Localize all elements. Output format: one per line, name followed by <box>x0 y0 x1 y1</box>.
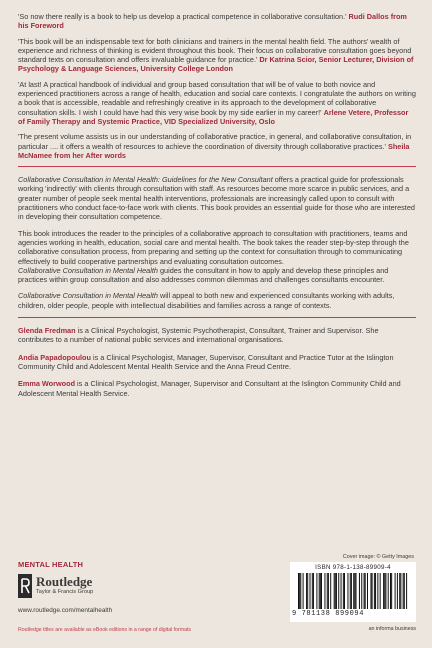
barcode-bar <box>341 573 342 609</box>
barcode-bar <box>377 573 378 609</box>
barcode-bar <box>380 573 381 609</box>
description-paragraph: This book introduces the reader to the principles of a collaborative approach to consultation with practitioners, teams and agencies working in health, education, social care and mental health. The book takes the reader step-by-step through the collaborative consultation process, from preparing and setting up the context for consultation through to communicating effectively to build cooperative partnerships and evaluating consultation outcomes. Collaborative Consultation in Mental Health guides the consultant in how to apply and develop these principles and practices within group consultation and also addresses common dilemmas and challenges consultants encounter. <box>18 228 409 285</box>
endorsement-quote: 'The present volume assists us in our understanding of collaborative practice, in general, and collaborative consultation, in particular .... it offers a wealth of resources to achieve the coordination of diversity through collaborative practices.' Sheila McNamee from her After words <box>18 132 412 160</box>
barcode-bar <box>390 573 391 609</box>
barcode-bar <box>335 573 336 609</box>
barcode-bar <box>374 573 375 609</box>
barcode-bar <box>351 573 352 609</box>
barcode-bar <box>400 573 401 609</box>
author-name: Emma Worwood <box>18 379 76 389</box>
barcode-bar <box>384 573 385 609</box>
barcode-bar <box>334 573 335 609</box>
barcode-bar <box>319 573 320 609</box>
barcode-bar <box>350 573 351 609</box>
barcode-bar <box>372 573 373 609</box>
subject-category: MENTAL HEALTH <box>18 560 84 569</box>
cover-text <box>18 12 416 406</box>
cover-footer <box>0 548 432 648</box>
barcode-bar <box>356 573 357 609</box>
endorsement-quote: 'This book will be an indispensable text for both clinicians and trainers in the mental health field. The authors' wealth of experience and richness of thinking is evident throughout this book. Their focus on collaborative consultation goes beyond standard texts on consultation and offers invaluable guidance for practice.' Dr Katrina Scior, Senior Lecturer, Division of Psychology & Language Sciences, University College London <box>18 36 414 74</box>
barcode-bar <box>336 573 337 609</box>
barcode <box>290 562 416 622</box>
barcode-bar <box>370 573 371 609</box>
barcode-bar <box>365 573 366 609</box>
ebook-note: Routledge titles are available as eBook editions in a range of digital formats <box>18 627 192 633</box>
publisher-logo <box>18 574 138 600</box>
barcode-bar <box>307 573 308 609</box>
barcode-number: 9 781138 899094 <box>292 610 365 618</box>
barcode-bar <box>354 573 355 609</box>
barcode-bar <box>298 573 299 609</box>
informa-tagline: an informa business <box>368 626 416 632</box>
barcode-bar <box>399 573 400 609</box>
barcode-bar <box>316 573 317 609</box>
barcode-bar <box>306 573 307 609</box>
barcode-bar <box>300 573 301 609</box>
barcode-bar <box>395 573 396 609</box>
quote-attribution: Rudi Dallos from his Foreword <box>18 12 407 31</box>
barcode-bar <box>313 573 314 609</box>
barcode-bar <box>406 573 407 609</box>
barcode-bar <box>397 573 398 609</box>
author-bio: Emma Worwood is a Clinical Psychologist, Manager, Supervisor and Consultant at the Islington Community Child and Adolescent Mental Health Service. <box>18 379 401 398</box>
isbn: ISBN 978-1-138-89909-4 <box>315 564 391 571</box>
barcode-bar <box>383 573 384 609</box>
barcode-bar <box>391 573 392 609</box>
barcode-bar <box>312 573 313 609</box>
quote-attribution: Dr Katrina Scior, Senior Lecturer, Division of Psychology & Language Sciences, University College London <box>18 55 414 74</box>
barcode-bar <box>404 573 405 609</box>
barcode-bar <box>344 573 345 609</box>
barcode-bar <box>330 573 331 609</box>
barcode-bar <box>353 573 354 609</box>
divider <box>18 317 416 318</box>
barcode-bar <box>359 573 360 609</box>
barcode-bar <box>299 573 300 609</box>
barcode-bar <box>367 573 368 609</box>
endorsement-quote: 'At last! A practical handbook of individual and group based consultation that will be of value to both novice and experienced practitioners across a range of health, education and social care contexts. I congratulate the authors on writing a book that is accessible, readable and refreshingly creative in its approach to the development of collaborative consultation skills. I wish I could have had this very wise book by my side earlier in my career!' Arlene Vetere, Professor of Family Therapy and Systemic Practice, VID Specialized University, Oslo <box>18 79 416 126</box>
publisher-url: www.routledge.com/mentalhealth <box>18 607 113 614</box>
barcode-bar <box>338 573 339 609</box>
barcode-bar <box>364 573 365 609</box>
barcode-bar <box>385 573 386 609</box>
author-name: Glenda Fredman <box>18 326 76 336</box>
quote-attribution: Sheila McNamee from her After words <box>18 141 410 160</box>
routledge-logo-icon <box>18 574 32 598</box>
author-name: Andia Papadopoulou <box>18 352 91 362</box>
author-bio: Andia Papadopoulou is a Clinical Psychologist, Manager, Supervisor, Consultant and Practice Tutor at the Islington Community Child and Adolescent Mental Health Service and the Anna Freud Centre. <box>18 352 394 371</box>
endorsement-quote: 'So now there really is a book to help us develop a practical competence in collaborative consultation.' Rudi Dallos from his Foreword <box>18 12 407 31</box>
divider <box>18 166 416 167</box>
barcode-bar <box>388 573 389 609</box>
barcode-bar <box>375 573 376 609</box>
author-bio: Glenda Fredman is a Clinical Psychologist, Systemic Psychotherapist, Consultant, Trainer and Supervisor. She contributes to a number of national public services and international organisations. <box>18 326 379 345</box>
barcode-bar <box>310 573 311 609</box>
publisher-group: Taylor & Francis Group <box>36 589 94 595</box>
barcode-bar <box>324 573 325 609</box>
barcode-bar <box>303 573 304 609</box>
description-paragraph: Collaborative Consultation in Mental Health: Guidelines for the New Consultant offers a practical guide for professionals working 'indirectly' with clients through consultation with staff. As resources become more scarce in public services, and a greater number of people seek mental health interventions, professionals are increasingly called upon to consult with practitioners who conduct face-to-face work with clients. This book provides an essential guide for those who are interested in developing their consultation competence. <box>18 175 415 222</box>
cover-credit: Cover image: © Getty Images <box>342 554 414 560</box>
barcode-bars <box>298 573 408 609</box>
publisher-name: Routledge <box>36 574 93 589</box>
barcode-bar <box>347 573 348 609</box>
description-paragraph: Collaborative Consultation in Mental Health will appeal to both new and experienced consultants working with adults, children, older people, people with intellectual disabilities and families across a range of contexts. <box>18 291 395 310</box>
barcode-bar <box>403 573 404 609</box>
barcode-bar <box>343 573 344 609</box>
barcode-bar <box>327 573 328 609</box>
quote-attribution: Arlene Vetere, Professor of Family Therapy and Systemic Practice, VID Specialized University, Oslo <box>18 107 409 126</box>
barcode-bar <box>361 573 362 609</box>
barcode-bar <box>320 573 321 609</box>
barcode-bar <box>328 573 329 609</box>
barcode-bar <box>321 573 322 609</box>
